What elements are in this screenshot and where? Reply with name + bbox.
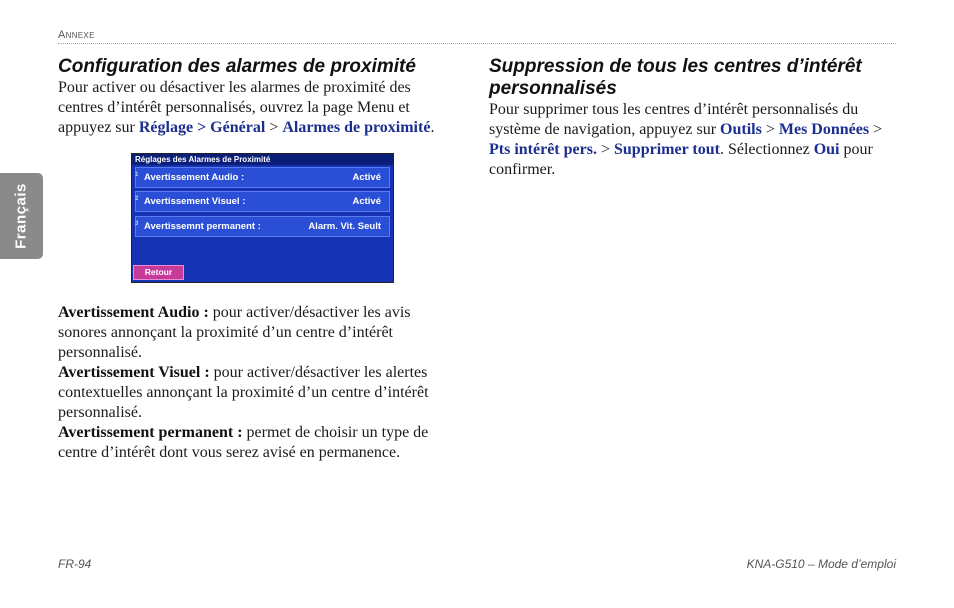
definition-visual-warning — [58, 363, 448, 423]
language-tab-label: Français — [12, 183, 30, 249]
menu-path-proximity-alarms: Alarmes de proximité — [282, 119, 431, 136]
path-separator: > — [596, 141, 614, 158]
instruction-text: . Sélectionnez — [719, 141, 814, 158]
row-number: 1 — [135, 172, 139, 178]
menu-path-delete-all: Supprimer tout — [614, 141, 720, 158]
delete-pois-instructions — [489, 100, 894, 180]
language-tab — [0, 173, 43, 259]
definition-permanent-warning — [58, 423, 448, 463]
path-separator: > — [265, 119, 283, 136]
proximity-alarms-heading: Configuration des alarmes de proximité — [58, 56, 416, 77]
device-title-bar: Réglages des Alarmes de Proximité — [132, 154, 393, 165]
menu-option-yes: Oui — [813, 141, 840, 158]
path-separator: > — [761, 121, 779, 138]
left-column — [58, 56, 448, 463]
instruction-text: pour confirmer. — [489, 141, 873, 178]
row-label: Avertissement Audio : — [144, 172, 245, 183]
header-divider — [58, 43, 896, 44]
instruction-text: Pour supprimer tous les centres d’intérêt personnalisés du système de navigation, appuyez sur — [489, 101, 859, 138]
intro-text: Pour activer ou désactiver les alarmes de proximité des centres d’intérêt personnalisés, ouvrez la page Menu et appuyez sur — [58, 79, 411, 136]
definition-text: permet de choisir un type de centre d’intérêt dont vous serez avisé en permanence. — [58, 424, 429, 461]
menu-path-my-data: Mes Données — [778, 121, 870, 138]
definition-audio-warning — [58, 303, 448, 363]
page-number: FR-94 — [58, 557, 92, 571]
section-header-rest: NNEXE — [65, 31, 95, 40]
section-header-initial: A — [58, 29, 66, 41]
menu-path-settings-general: Réglage > Général — [138, 119, 266, 136]
delete-pois-heading: Suppression de tous les centres d’intérêt personnalisés — [489, 56, 862, 99]
row-value: Activé — [352, 172, 381, 183]
right-column — [489, 56, 894, 180]
section-header — [58, 29, 95, 41]
device-row-audio-warning[interactable] — [135, 167, 390, 188]
device-row-permanent-warning[interactable] — [135, 216, 390, 237]
device-screenshot — [131, 153, 394, 283]
row-number: 2 — [135, 196, 139, 202]
definition-term: Avertissement permanent : — [58, 424, 243, 441]
intro-end: . — [430, 119, 435, 136]
definitions-list — [58, 303, 448, 463]
device-row-visual-warning[interactable] — [135, 191, 390, 212]
definition-term: Avertissement Visuel : — [58, 364, 210, 381]
path-separator: > — [869, 121, 883, 138]
row-number: 3 — [135, 221, 139, 227]
row-label: Avertissement Visuel : — [144, 196, 246, 207]
proximity-alarms-intro — [58, 78, 448, 138]
definition-text: pour activer/désactiver les alertes contextuelles annonçant la proximité d’un centre d’intérêt personnalisé. — [58, 364, 429, 421]
manual-title: KNA-G510 – Mode d’emploi — [746, 557, 896, 571]
row-label: Avertissemnt permanent : — [144, 221, 261, 232]
row-value: Activé — [352, 196, 381, 207]
menu-path-tools: Outils — [720, 121, 762, 138]
device-back-button[interactable]: Retour — [133, 265, 184, 280]
menu-path-custom-pois: Pts intérêt pers. — [489, 141, 597, 158]
row-value: Alarm. Vit. Seult — [308, 221, 381, 232]
definition-text: pour activer/désactiver les avis sonores annonçant la proximité d’un centre d’intérêt personnalisé. — [58, 304, 411, 361]
definition-term: Avertissement Audio : — [58, 304, 209, 321]
